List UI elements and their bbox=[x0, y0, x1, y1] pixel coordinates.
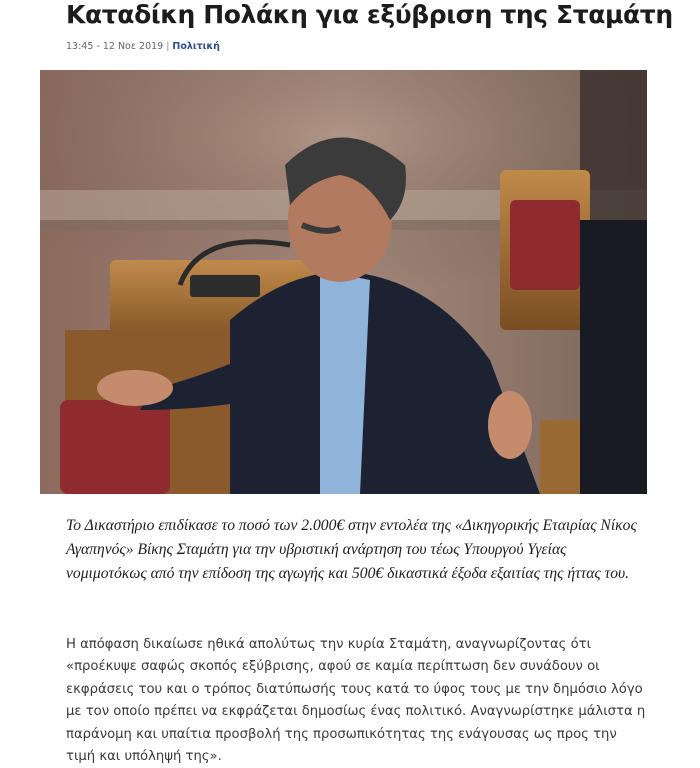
article-timestamp: 13:45 - 12 Νοε 2019 bbox=[66, 41, 164, 52]
article-title: Καταδίκη Πολάκη για εξύβριση της Σταμάτη bbox=[66, 0, 673, 29]
article-lead: Το Δικαστήριο επιδίκασε το ποσό των 2.000€ στην εντολέα της «Δικηγορικής Εταιρίας Νίκος Αγαπηνός» Βίκης Σταμάτη για την υβριστική ανάρτηση του τέως Υπουργού Υγείας νομιμοτόκως από την επίδοση της αγωγής και 500€ δικαστικά έξοδα εξαιτίας της ήττας του. bbox=[66, 517, 637, 583]
meta-separator: | bbox=[166, 41, 170, 52]
article-photo bbox=[40, 70, 647, 494]
article-meta bbox=[66, 41, 220, 52]
category-link[interactable]: Πολιτική bbox=[172, 41, 220, 52]
article-body: Η απόφαση δικαίωσε ηθικά απολύτως την κυρία Σταμάτη, αναγνωρίζοντας ότι «προέκυψε σαφώς σκοπός εξύβρισης, αφού σε καμία περίπτωση δεν συνάδουν οι εκφράσεις του και ο τρόπος διατύπωσής τους κατά το ύφος τους με την δημόσιο λόγο με τον οποίο πρέπει να εκφράζεται δημοσίως ένας πολιτικό. Αναγνωρίστηκε μάλιστα η παράνομη και υπαίτια προσβολή της προσωπικότητας της ενάγουσας ως προς την τιμή και υπόληψή της». bbox=[66, 637, 646, 765]
